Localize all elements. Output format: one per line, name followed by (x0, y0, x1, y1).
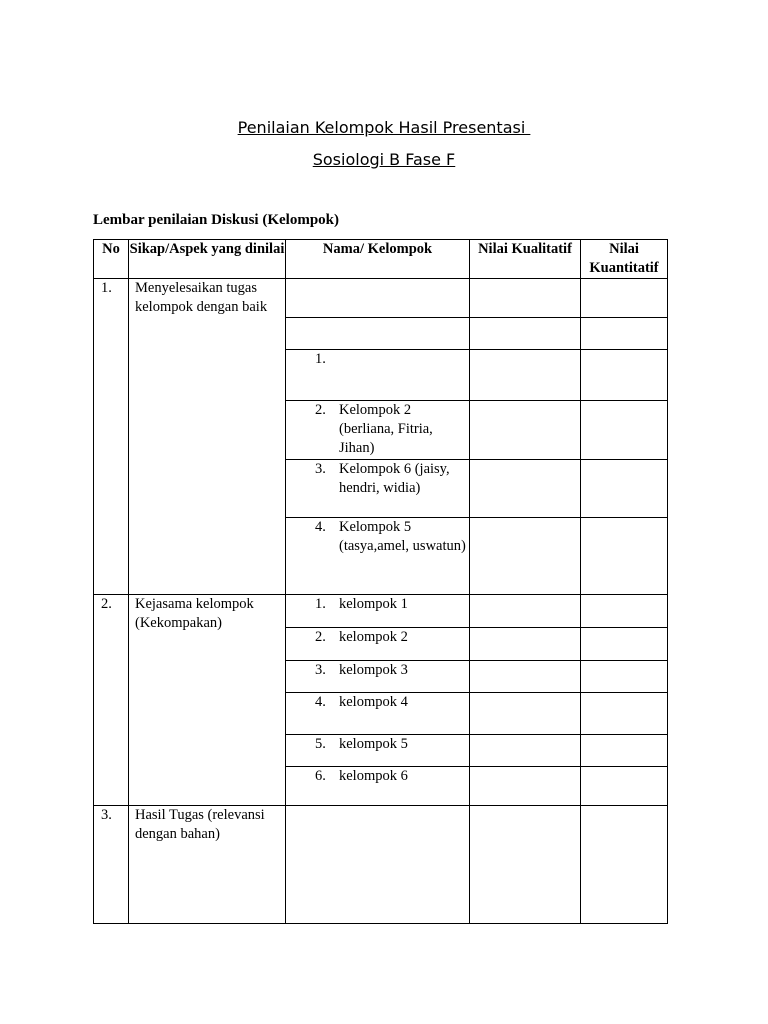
group-name: kelompok 3 (339, 662, 408, 678)
quantitative-score-cell (581, 735, 668, 767)
quantitative-score-cell (581, 460, 668, 518)
group-name: kelompok 2 (339, 629, 408, 645)
qualitative-score-cell (470, 401, 581, 460)
qualitative-score-cell (470, 628, 581, 661)
header-qualitative: Nilai Kualitatif (470, 240, 581, 279)
name-cell (286, 628, 470, 661)
quantitative-score-cell (581, 595, 668, 628)
quantitative-score-cell (581, 518, 668, 595)
quantitative-score-cell (581, 767, 668, 806)
name-cell (286, 279, 470, 318)
qualitative-score-cell (470, 735, 581, 767)
qualitative-score-cell (470, 350, 581, 401)
header-name: Nama/ Kelompok (286, 240, 470, 279)
quantitative-score-cell (581, 350, 668, 401)
name-cell (286, 595, 470, 628)
table-row (94, 806, 668, 924)
quantitative-score-cell (581, 661, 668, 693)
qualitative-score-cell (470, 806, 581, 924)
group-name: kelompok 4 (339, 694, 408, 710)
name-cell (286, 735, 470, 767)
table-row (94, 595, 668, 628)
quantitative-score-cell (581, 401, 668, 460)
list-number: 6. (315, 768, 326, 784)
list-number: 1. (315, 351, 326, 367)
name-cell (286, 318, 470, 350)
group-name: kelompok 6 (339, 768, 408, 784)
document-subtitle: Sosiologi B Fase F (312, 150, 456, 169)
group-name (339, 350, 469, 369)
qualitative-score-cell (470, 279, 581, 318)
list-number: 2. (315, 402, 326, 418)
qualitative-score-cell (470, 661, 581, 693)
list-number: 4. (315, 519, 326, 535)
form-heading: Lembar penilaian Diskusi (Kelompok) (93, 212, 340, 228)
name-cell (286, 350, 470, 401)
header-aspect: Sikap/Aspek yang dinilai (129, 240, 286, 279)
header-no: No (94, 240, 129, 279)
list-number: 1. (315, 596, 326, 612)
name-cell (286, 806, 470, 924)
quantitative-score-cell (581, 806, 668, 924)
qualitative-score-cell (470, 767, 581, 806)
document-title: Penilaian Kelompok Hasil Presentasi (237, 118, 531, 137)
list-number: 4. (315, 694, 326, 710)
quantitative-score-cell (581, 279, 668, 318)
row-number: 3. (94, 806, 129, 924)
group-name: kelompok 5 (339, 736, 408, 752)
table-header-row (94, 240, 668, 279)
list-number: 3. (315, 461, 326, 477)
group-name: kelompok 1 (339, 596, 408, 612)
name-cell (286, 518, 470, 595)
name-cell (286, 693, 470, 735)
group-name: Kelompok 2 (berliana, Fitria, Jihan) (339, 402, 433, 456)
qualitative-score-cell (470, 518, 581, 595)
quantitative-score-cell (581, 628, 668, 661)
name-cell (286, 460, 470, 518)
aspect-cell: Hasil Tugas (relevansi dengan bahan) (129, 806, 286, 924)
group-name: Kelompok 5 (tasya,amel, uswatun) (339, 519, 466, 554)
table-row (94, 279, 668, 318)
list-number: 3. (315, 662, 326, 678)
name-cell (286, 767, 470, 806)
aspect-cell: Kejasama kelompok (Kekompakan) (129, 595, 286, 806)
name-cell (286, 661, 470, 693)
header-quantitative: Nilai Kuantitatif (581, 240, 668, 279)
qualitative-score-cell (470, 460, 581, 518)
name-cell (286, 401, 470, 460)
assessment-table (93, 239, 668, 924)
quantitative-score-cell (581, 318, 668, 350)
quantitative-score-cell (581, 693, 668, 735)
row-number: 1. (94, 279, 129, 595)
aspect-cell: Menyelesaikan tugas kelompok dengan baik (129, 279, 286, 595)
qualitative-score-cell (470, 318, 581, 350)
group-name: Kelompok 6 (jaisy, hendri, widia) (339, 461, 450, 496)
row-number: 2. (94, 595, 129, 806)
qualitative-score-cell (470, 595, 581, 628)
list-number: 5. (315, 736, 326, 752)
qualitative-score-cell (470, 693, 581, 735)
list-number: 2. (315, 629, 326, 645)
